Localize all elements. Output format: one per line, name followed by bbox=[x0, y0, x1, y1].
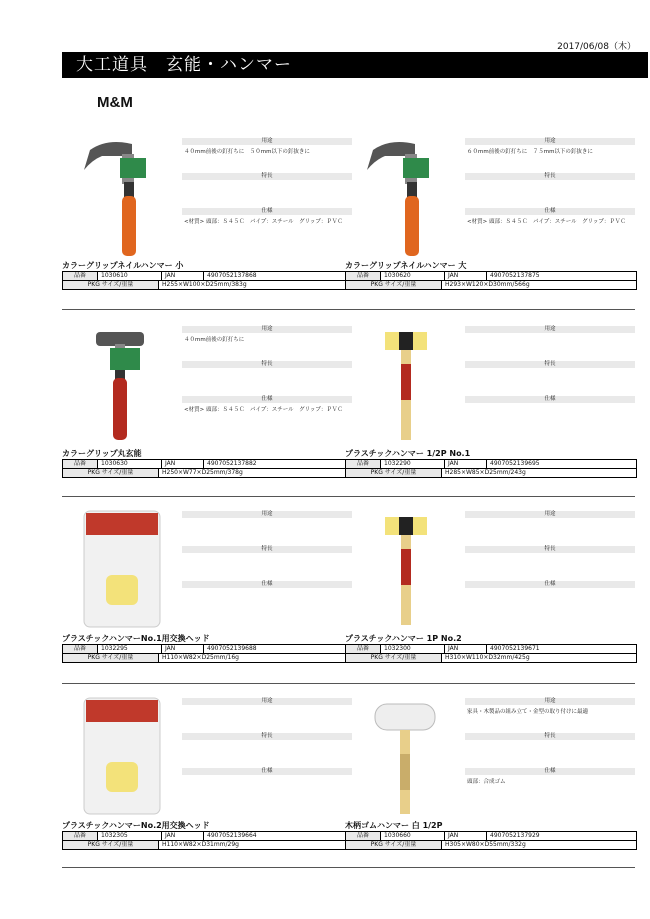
pkg-value: H285×W85×D25mm/243g bbox=[445, 469, 526, 476]
jan-label: JAN bbox=[162, 645, 204, 653]
jan-label: JAN bbox=[162, 272, 204, 280]
section-divider bbox=[62, 496, 352, 497]
pkg-value: H255×W100×D25mm/383g bbox=[162, 281, 247, 288]
code-value: 1030610 bbox=[98, 272, 162, 280]
claw-hammer-orange-icon bbox=[62, 130, 182, 260]
product-card bbox=[345, 130, 635, 300]
section-divider bbox=[62, 683, 352, 684]
code-value: 1030630 bbox=[98, 460, 162, 468]
usage-label: 用途 bbox=[182, 326, 352, 333]
features-label: 特長 bbox=[182, 546, 352, 553]
date: 2017/06/08（木） bbox=[557, 42, 636, 52]
features-label: 特長 bbox=[465, 733, 635, 740]
code-label: 品番 bbox=[63, 832, 98, 840]
spec-label: 仕様 bbox=[465, 768, 635, 775]
pkg-value: H293×W120×D30mm/566g bbox=[445, 281, 530, 288]
product-name: プラスチックハンマー 1P No.2 bbox=[345, 634, 462, 643]
code-value: 1032305 bbox=[98, 832, 162, 840]
features-label: 特長 bbox=[465, 361, 635, 368]
usage-text: ４０mm前後の釘打ちに bbox=[184, 337, 245, 343]
code-label: 品番 bbox=[63, 460, 98, 468]
usage-label: 用途 bbox=[182, 511, 352, 518]
usage-label: 用途 bbox=[465, 138, 635, 145]
pkg-value: H250×W77×D25mm/378g bbox=[162, 469, 243, 476]
plastic-hammer-icon bbox=[345, 503, 465, 633]
jan-label: JAN bbox=[445, 272, 487, 280]
product-card bbox=[345, 318, 635, 488]
pkg-label: PKG サイズ/重量 bbox=[63, 281, 159, 289]
usage-label: 用途 bbox=[182, 138, 352, 145]
product-name: カラーグリップネイルハンマー 大 bbox=[345, 261, 467, 270]
usage-text: ４０mm前後の釘打ちに ５０mm以下の釘抜きに bbox=[184, 149, 310, 155]
features-label: 特長 bbox=[182, 733, 352, 740]
features-label: 特長 bbox=[182, 173, 352, 180]
code-label: 品番 bbox=[63, 645, 98, 653]
code-value: 1032300 bbox=[381, 645, 445, 653]
usage-text: ６０mm前後の釘打ちに ７５mm以下の釘抜きに bbox=[467, 149, 593, 155]
replacement-head-package-icon bbox=[62, 690, 182, 820]
brand-name: M&M bbox=[97, 94, 133, 111]
product-info-table bbox=[62, 831, 354, 850]
pkg-label: PKG サイズ/重量 bbox=[346, 654, 442, 662]
page-title: 大工道具 玄能・ハンマー bbox=[76, 55, 292, 75]
code-value: 1030660 bbox=[381, 832, 445, 840]
code-value: 1032290 bbox=[381, 460, 445, 468]
jan-label: JAN bbox=[445, 645, 487, 653]
code-label: 品番 bbox=[346, 645, 381, 653]
jan-value: 4907052139671 bbox=[490, 645, 540, 652]
product-card bbox=[62, 503, 352, 673]
usage-label: 用途 bbox=[465, 326, 635, 333]
pkg-label: PKG サイズ/重量 bbox=[346, 281, 442, 289]
code-label: 品番 bbox=[346, 460, 381, 468]
section-divider bbox=[345, 867, 635, 868]
code-label: 品番 bbox=[63, 272, 98, 280]
spec-label: 仕様 bbox=[465, 396, 635, 403]
product-info-table bbox=[345, 459, 637, 478]
product-card bbox=[345, 503, 635, 673]
section-divider bbox=[62, 309, 352, 310]
section-divider bbox=[345, 496, 635, 497]
jan-value: 4907052139688 bbox=[207, 645, 257, 652]
product-card bbox=[62, 690, 352, 860]
pkg-label: PKG サイズ/重量 bbox=[346, 469, 442, 477]
code-label: 品番 bbox=[346, 272, 381, 280]
pkg-label: PKG サイズ/重量 bbox=[63, 469, 159, 477]
round-hammer-red-icon bbox=[62, 318, 182, 448]
jan-value: 4907052139664 bbox=[207, 832, 257, 839]
pkg-value: H305×W80×D55mm/332g bbox=[445, 841, 526, 848]
section-divider bbox=[345, 309, 635, 310]
spec-text: <材質> 頭部：Ｓ４５Ｃ パイプ：スチール グリップ：ＰＶＣ bbox=[184, 219, 343, 225]
product-name: プラスチックハンマー 1/2P No.1 bbox=[345, 449, 471, 458]
usage-label: 用途 bbox=[465, 511, 635, 518]
jan-label: JAN bbox=[445, 832, 487, 840]
code-value: 1032295 bbox=[98, 645, 162, 653]
product-name: 木柄ゴムハンマー 白 1/2P bbox=[345, 821, 443, 830]
usage-label: 用途 bbox=[465, 698, 635, 705]
features-label: 特長 bbox=[465, 173, 635, 180]
spec-label: 仕様 bbox=[182, 768, 352, 775]
claw-hammer-orange-icon bbox=[345, 130, 465, 260]
product-name: プラスチックハンマーNo.2用交換ヘッド bbox=[62, 821, 210, 830]
jan-value: 4907052137929 bbox=[490, 832, 540, 839]
usage-text: 家具・木製品の組み立て・金型の取り付けに最適 bbox=[467, 709, 589, 715]
spec-text: <材質> 頭部：Ｓ４５Ｃ パイプ：スチール グリップ：ＰＶＣ bbox=[184, 407, 343, 413]
product-info-table bbox=[62, 459, 354, 478]
spec-text: <材質> 頭部：Ｓ４５Ｃ パイプ：スチール グリップ：ＰＶＣ bbox=[467, 219, 626, 225]
product-card bbox=[62, 318, 352, 488]
features-label: 特長 bbox=[182, 361, 352, 368]
jan-value: 4907052139695 bbox=[490, 460, 540, 467]
spec-label: 仕様 bbox=[182, 208, 352, 215]
product-info-table bbox=[62, 271, 354, 290]
pkg-value: H110×W82×D31mm/29g bbox=[162, 841, 239, 848]
product-name: カラーグリップ丸玄能 bbox=[62, 449, 142, 458]
features-label: 特長 bbox=[465, 546, 635, 553]
jan-label: JAN bbox=[162, 460, 204, 468]
section-divider bbox=[345, 683, 635, 684]
spec-label: 仕様 bbox=[182, 581, 352, 588]
product-card bbox=[345, 690, 635, 860]
plastic-hammer-icon bbox=[345, 318, 465, 448]
product-info-table bbox=[62, 644, 354, 663]
product-info-table bbox=[345, 271, 637, 290]
product-name: カラーグリップネイルハンマー 小 bbox=[62, 261, 184, 270]
pkg-value: H310×W110×D32mm/425g bbox=[445, 654, 530, 661]
code-value: 1030620 bbox=[381, 272, 445, 280]
pkg-label: PKG サイズ/重量 bbox=[63, 841, 159, 849]
jan-value: 4907052137882 bbox=[207, 460, 257, 467]
product-card bbox=[62, 130, 352, 300]
code-label: 品番 bbox=[346, 832, 381, 840]
usage-label: 用途 bbox=[182, 698, 352, 705]
pkg-value: H110×W82×D25mm/16g bbox=[162, 654, 239, 661]
jan-value: 4907052137868 bbox=[207, 272, 257, 279]
title-banner bbox=[62, 52, 648, 78]
spec-label: 仕様 bbox=[465, 208, 635, 215]
pkg-label: PKG サイズ/重量 bbox=[63, 654, 159, 662]
jan-value: 4907052137875 bbox=[490, 272, 540, 279]
jan-label: JAN bbox=[162, 832, 204, 840]
jan-label: JAN bbox=[445, 460, 487, 468]
section-divider bbox=[62, 867, 352, 868]
pkg-label: PKG サイズ/重量 bbox=[346, 841, 442, 849]
rubber-mallet-white-icon bbox=[345, 690, 465, 820]
spec-text: 頭部：合成ゴム bbox=[467, 779, 506, 785]
spec-label: 仕様 bbox=[182, 396, 352, 403]
replacement-head-package-icon bbox=[62, 503, 182, 633]
product-info-table bbox=[345, 831, 637, 850]
spec-label: 仕様 bbox=[465, 581, 635, 588]
product-info-table bbox=[345, 644, 637, 663]
product-name: プラスチックハンマーNo.1用交換ヘッド bbox=[62, 634, 210, 643]
